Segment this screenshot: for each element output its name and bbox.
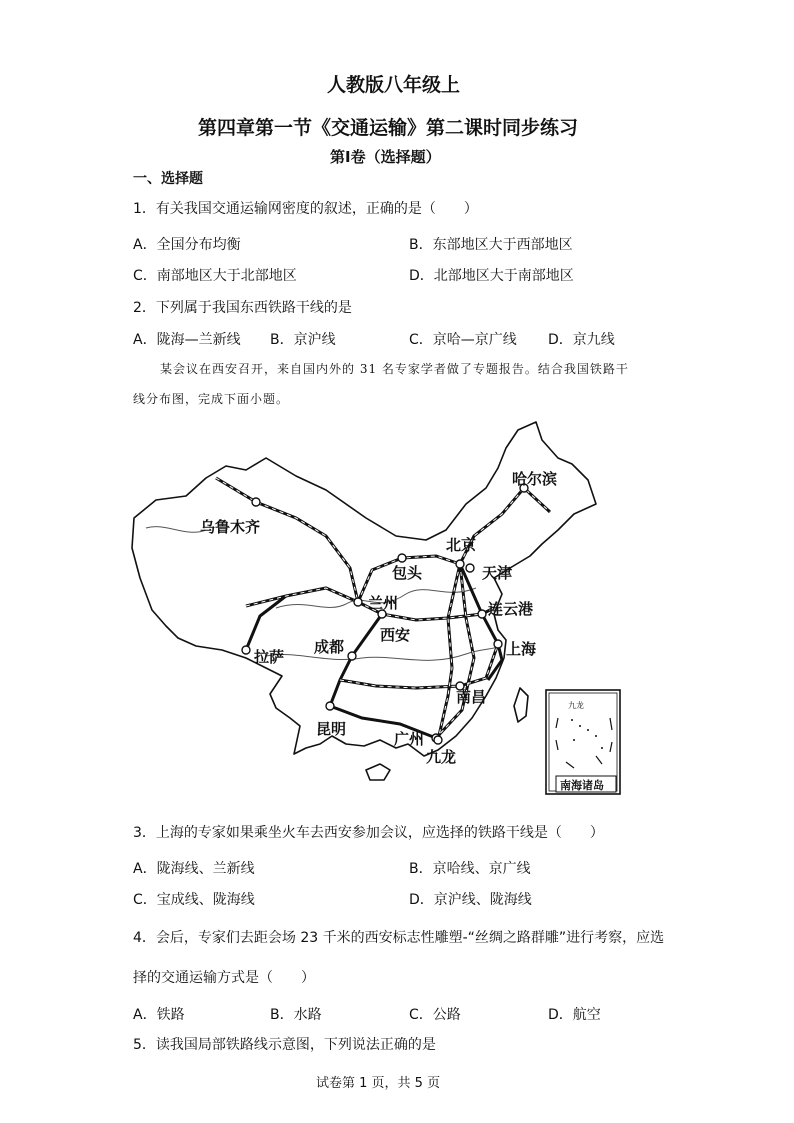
page-footer: 试卷第 1 页，共 5 页 (316, 1076, 441, 1091)
doc-title-2: 第四章第一节《交通运输》第二课时同步练习 (198, 117, 579, 139)
south-china-sea-inset (546, 690, 620, 794)
city-label-urumqi: 乌鲁木齐 (200, 518, 261, 536)
question-2-option-a[interactable]: A．陇海—兰新线 (133, 332, 241, 348)
city-label-shanghai: 上海 (506, 640, 537, 658)
question-2-option-c[interactable]: C．京哈—京广线 (409, 332, 517, 348)
question-4-stem-line-2: 择的交通运输方式是（ ） (133, 970, 315, 986)
city-label-chengdu: 成都 (314, 638, 345, 656)
question-1-option-b[interactable]: B．东部地区大于西部地区 (409, 237, 573, 253)
question-4-stem-line-1: 4．会后，专家们去距会场 23 千米的西安标志性雕塑-“丝绸之路群雕”进行考察，应选 (133, 930, 665, 946)
city-label-lhasa: 拉萨 (254, 648, 285, 666)
inset-label: 南海诸岛 (560, 779, 604, 792)
question-2-option-b[interactable]: B．京沪线 (270, 332, 336, 348)
city-label-baotou: 包头 (392, 564, 423, 582)
question-4-option-a[interactable]: A．铁路 (133, 1007, 185, 1023)
city-label-nanchang: 南昌 (456, 688, 487, 706)
railway-map (126, 418, 630, 802)
question-1-option-c[interactable]: C．南部地区大于北部地区 (133, 268, 297, 284)
city-label-guangzhou: 广州 (394, 730, 425, 748)
question-1-stem: 1．有关我国交通运输网密度的叙述，正确的是（ ） (133, 201, 478, 217)
hainan-outline (366, 764, 390, 780)
passage-line-2: 线分布图，完成下面小题。 (133, 392, 290, 406)
question-1-option-d[interactable]: D．北部地区大于南部地区 (409, 268, 574, 284)
doc-title-1: 人教版八年级上 (327, 74, 461, 96)
question-3-stem: 3．上海的专家如果乘坐火车去西安参加会议，应选择的铁路干线是（ ） (133, 825, 604, 841)
question-3-option-c[interactable]: C．宝成线、陇海线 (133, 892, 255, 908)
question-4-option-d[interactable]: D．航空 (548, 1007, 601, 1023)
question-1-option-a[interactable]: A．全国分布均衡 (133, 237, 241, 253)
taiwan-outline (514, 688, 528, 722)
city-label-lianyungang: 连云港 (488, 600, 534, 618)
question-5-stem: 5．读我国局部铁路线示意图，下列说法正确的是 (133, 1037, 436, 1053)
city-label-kunming: 昆明 (316, 720, 347, 738)
volume-title: 第I卷（选择题） (330, 148, 441, 166)
question-3-option-b[interactable]: B．京哈线、京广线 (409, 861, 531, 877)
passage-line-1: 某会议在西安召开，来自国内外的 31 名专家学者做了专题报告。结合我国铁路干 (160, 362, 629, 376)
question-2-stem: 2．下列属于我国东西铁路干线的是 (133, 300, 352, 316)
question-2-option-d[interactable]: D．京九线 (548, 332, 615, 348)
city-label-harbin: 哈尔滨 (512, 470, 558, 488)
question-3-option-d[interactable]: D．京沪线、陇海线 (409, 892, 532, 908)
question-4-option-c[interactable]: C．公路 (409, 1007, 461, 1023)
city-label-tianjin: 天津 (482, 564, 513, 582)
question-4-option-b[interactable]: B．水路 (270, 1007, 322, 1023)
section-title: 一、选择题 (133, 171, 203, 187)
city-label-beijing: 北京 (446, 536, 477, 554)
inset-small-label: 九龙 (568, 701, 584, 710)
city-label-lanzhou: 兰州 (368, 594, 399, 612)
city-label-kowloon: 九龙 (426, 748, 457, 766)
city-label-xian: 西安 (380, 626, 411, 644)
question-3-option-a[interactable]: A．陇海线、兰新线 (133, 861, 255, 877)
